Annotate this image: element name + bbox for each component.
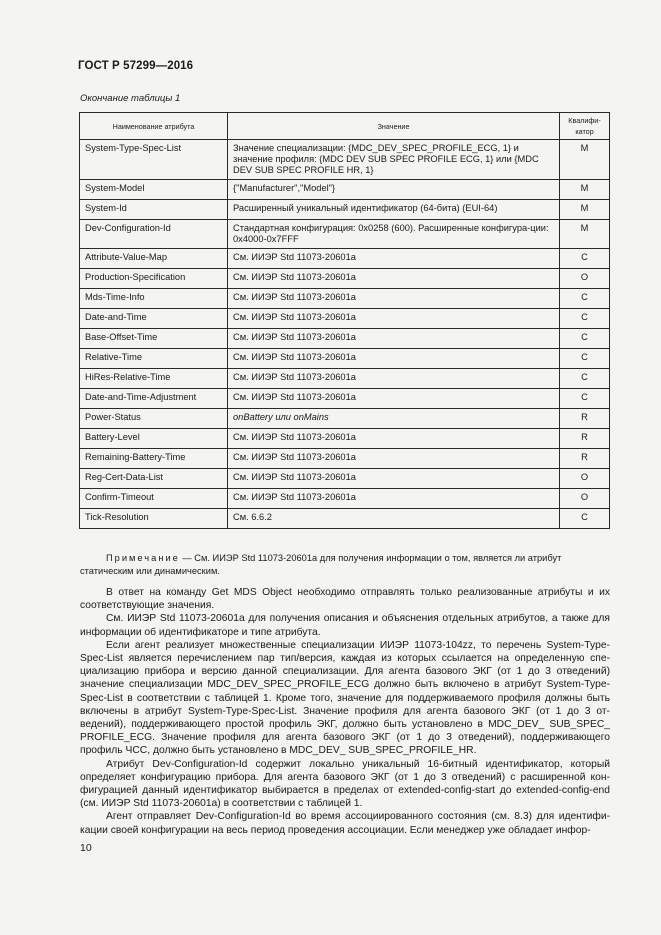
table-header-row bbox=[80, 113, 610, 140]
attribute-value-cell: См. ИИЭР Std 11073-20601a bbox=[228, 429, 560, 449]
qualifier-cell: R bbox=[560, 409, 610, 429]
attribute-value-cell: См. ИИЭР Std 11073-20601a bbox=[228, 469, 560, 489]
qualifier-cell: C bbox=[560, 329, 610, 349]
attribute-name-cell: Remaining-Battery-Time bbox=[80, 449, 228, 469]
table-row bbox=[80, 289, 610, 309]
paragraph: В ответ на команду Get MDS Object необходимо отправлять только реализованные атрибуты и их соответствующие значения. bbox=[80, 587, 610, 612]
note-label: Примечание bbox=[106, 553, 180, 563]
table-row bbox=[80, 349, 610, 369]
attribute-name-cell: Base-Offset-Time bbox=[80, 329, 228, 349]
attribute-name-cell: System-Model bbox=[80, 180, 228, 200]
attribute-value-cell: См. ИИЭР Std 11073-20601a bbox=[228, 349, 560, 369]
attribute-value-cell: См. 6.6.2 bbox=[228, 509, 560, 529]
column-header-name: Наименование атрибута bbox=[80, 113, 228, 140]
qualifier-cell: R bbox=[560, 429, 610, 449]
column-header-qualifier: Квалифи-катор bbox=[560, 113, 610, 140]
attribute-name-cell: Confirm-Timeout bbox=[80, 489, 228, 509]
table-row bbox=[80, 269, 610, 289]
note-text: — См. ИИЭР Std 11073-20601a для получения информации о том, является ли атрибут статическим или динамическим. bbox=[80, 553, 562, 576]
attribute-value-cell: Значение специализации: {MDC_DEV_SPEC_PROFILE_ECG, 1} и значение профиля: {MDC DEV SUB SPEC PROFILE ECG, 1} или {MDC DEV SUB SPEC PROFILE HR, 1} bbox=[228, 140, 560, 180]
page-number: 10 bbox=[80, 842, 92, 854]
table-row bbox=[80, 249, 610, 269]
paragraph: Атрибут Dev-Configuration-Id содержит локально уникальный 16-битный идентификатор, который определяет конфигурацию прибора. Для агента базового ЭКГ (от 1 до 3 отведений) с расширенной кон-фигурацией данный идентификатор выбирается в пределах от extended-config-start до extended-config-end (см. ИИЭР Std 11073-20601a) в соответствии с таблицей 1. bbox=[80, 758, 610, 810]
attribute-value-cell: См. ИИЭР Std 11073-20601a bbox=[228, 309, 560, 329]
table-row bbox=[80, 389, 610, 409]
qualifier-cell: M bbox=[560, 180, 610, 200]
attribute-value-cell: См. ИИЭР Std 11073-20601a bbox=[228, 269, 560, 289]
attribute-name-cell: Dev-Configuration-Id bbox=[80, 220, 228, 249]
table-body bbox=[80, 140, 610, 529]
document-header: ГОСТ Р 57299—2016 bbox=[78, 60, 194, 72]
column-header-value: Значение bbox=[228, 113, 560, 140]
attribute-value-cell: Стандартная конфигурация: 0x0258 (600). Расширенные конфигура-ции: 0x4000-0x7FFF bbox=[228, 220, 560, 249]
attribute-name-cell: HiRes-Relative-Time bbox=[80, 369, 228, 389]
attribute-value-cell: См. ИИЭР Std 11073-20601a bbox=[228, 489, 560, 509]
table-note bbox=[80, 552, 610, 577]
attribute-name-cell: Relative-Time bbox=[80, 349, 228, 369]
table-row bbox=[80, 469, 610, 489]
attribute-value-cell: onBattery или onMains bbox=[228, 409, 560, 429]
qualifier-cell: M bbox=[560, 200, 610, 220]
table-row bbox=[80, 200, 610, 220]
attribute-name-cell: Date-and-Time bbox=[80, 309, 228, 329]
qualifier-cell: C bbox=[560, 389, 610, 409]
attribute-value-cell: См. ИИЭР Std 11073-20601a bbox=[228, 449, 560, 469]
attribute-value-cell: См. ИИЭР Std 11073-20601a bbox=[228, 369, 560, 389]
table-row bbox=[80, 409, 610, 429]
attribute-table bbox=[79, 112, 610, 529]
paragraph: Если агент реализует множественные специализации ИИЭР 11073-104zz, то перечень System-Type-Spec-List является перечислением пар тип/версия, каждая из которых ссылается на определенную спе-циализацию прибора и версию данной специализации. Для агента базового ЭКГ (от 1 до 3 отведений) значение специализации MDC_DEV_SPEC_PROFILE_ECG должно быть включено в атрибут System-Type-Spec-List в соответствии с таблицей 1. Кроме того, значение для поддерживаемого профиля должны быть включены в атрибут System-Type-Spec-List. Значение профиля для агента базового ЭКГ (от 1 до 3 от-ведений), поддерживающего простой профиль ЭКГ, должно быть установлено в MDC_DEV_ SUB_SPEC_ PROFILE_ECG. Значение профиля для агента базового ЭКГ (от 1 до 3 отведений), поддерживающего профиль ЧСС, должно быть установлено в MDC_DEV_ SUB_SPEC_PROFILE_HR. bbox=[80, 639, 610, 757]
attribute-name-cell: Attribute-Value-Map bbox=[80, 249, 228, 269]
qualifier-cell: O bbox=[560, 469, 610, 489]
attribute-name-cell: System-Type-Spec-List bbox=[80, 140, 228, 180]
attribute-value-cell: См. ИИЭР Std 11073-20601a bbox=[228, 249, 560, 269]
paragraph: См. ИИЭР Std 11073-20601a для получения описания и объяснения отдельных атрибутов, а также для информации об идентификаторе и типе атрибута. bbox=[80, 613, 610, 638]
qualifier-cell: M bbox=[560, 220, 610, 249]
qualifier-cell: O bbox=[560, 269, 610, 289]
attribute-name-cell: Battery-Level bbox=[80, 429, 228, 449]
qualifier-cell: C bbox=[560, 369, 610, 389]
attribute-value-cell: См. ИИЭР Std 11073-20601a bbox=[228, 289, 560, 309]
qualifier-cell: O bbox=[560, 489, 610, 509]
body-text bbox=[80, 586, 610, 837]
qualifier-cell: C bbox=[560, 309, 610, 329]
table-row bbox=[80, 329, 610, 349]
table-row bbox=[80, 309, 610, 329]
table-row bbox=[80, 509, 610, 529]
attribute-value-cell: См. ИИЭР Std 11073-20601a bbox=[228, 329, 560, 349]
paragraph: Агент отправляет Dev-Configuration-Id во время ассоциированного состояния (см. 8.3) для идентифи-кации своей конфигурации на весь период проведения ассоциации. Если менеджер уже обладает инфор- bbox=[80, 811, 610, 836]
attribute-value-cell: Расширенный уникальный идентификатор (64-бита) (EUI-64) bbox=[228, 200, 560, 220]
attribute-name-cell: Power-Status bbox=[80, 409, 228, 429]
qualifier-cell: M bbox=[560, 140, 610, 180]
attribute-name-cell: Reg-Cert-Data-List bbox=[80, 469, 228, 489]
qualifier-cell: R bbox=[560, 449, 610, 469]
attribute-name-cell: Mds-Time-Info bbox=[80, 289, 228, 309]
attribute-name-cell: Production-Specification bbox=[80, 269, 228, 289]
qualifier-cell: C bbox=[560, 509, 610, 529]
table-row bbox=[80, 220, 610, 249]
attribute-value-cell: {"Manufacturer","Model"} bbox=[228, 180, 560, 200]
qualifier-cell: C bbox=[560, 249, 610, 269]
table-row bbox=[80, 140, 610, 180]
attribute-name-cell: Tick-Resolution bbox=[80, 509, 228, 529]
table-row bbox=[80, 449, 610, 469]
attribute-name-cell: System-Id bbox=[80, 200, 228, 220]
table-caption: Окончание таблицы 1 bbox=[80, 93, 181, 104]
attribute-name-cell: Date-and-Time-Adjustment bbox=[80, 389, 228, 409]
table-row bbox=[80, 429, 610, 449]
table-row bbox=[80, 369, 610, 389]
table-row bbox=[80, 180, 610, 200]
attribute-value-cell: См. ИИЭР Std 11073-20601a bbox=[228, 389, 560, 409]
table-row bbox=[80, 489, 610, 509]
qualifier-cell: C bbox=[560, 289, 610, 309]
qualifier-cell: C bbox=[560, 349, 610, 369]
